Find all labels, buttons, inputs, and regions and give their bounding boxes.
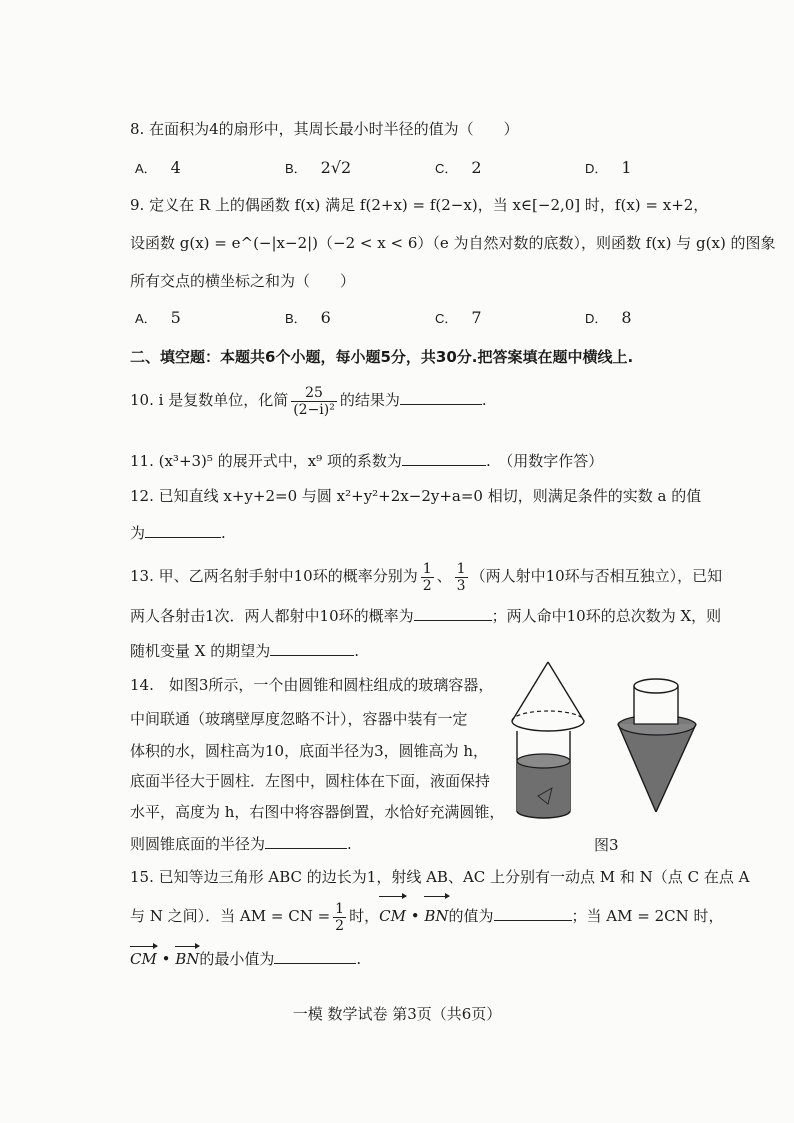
q12-line1: 12. 已知直线 x+y+2=0 与圆 x²+y²+2x−2y+a=0 相切，则满足条件的实数 a 的值: [130, 487, 702, 505]
q12-line2: 为 .: [130, 524, 226, 542]
q14-line6: 则圆锥底面的半径为 .: [130, 835, 352, 853]
q14-line4: 底面半径大于圆柱．左图中，圆柱体在下面，液面保持: [130, 772, 491, 790]
q9-option-a: A． 5: [135, 308, 181, 327]
q13-line3: 随机变量 X 的期望为 .: [130, 642, 359, 660]
q9-option-c: C． 7: [435, 308, 482, 327]
q9-option-b: B． 6: [285, 308, 331, 327]
q12-answer-blank: [145, 523, 221, 538]
figure-label: 图3: [594, 836, 619, 854]
q8-option-a: A． 4: [135, 158, 181, 177]
q15-line3: CM • BN的最小值为 .: [130, 950, 362, 968]
q15-line1: 15. 已知等边三角形 ABC 的边长为1，射线 AB、AC 上分别有一动点 M 和 N（点 C 在点 A: [130, 868, 750, 886]
section-heading: 二、填空题：本题共6个小题，每小题5分，共30分.把答案填在题中横线上.: [130, 348, 634, 366]
q11-answer-blank: [402, 451, 486, 466]
q14-line3: 体积的水，圆柱高为10，底面半径为3，圆锥高为 h，: [130, 742, 489, 760]
figure-left-container: [500, 656, 600, 826]
q15-fraction: $\frac{1}{2}$: [335, 900, 345, 934]
q15-answer-blank-2: [274, 949, 356, 964]
vector-bn: BN: [424, 898, 448, 934]
q9-line2: 设函数 g(x) = e^(−|x−2|)（−2 < x < 6）（e 为自然对数的底数），则函数 f(x) 与 g(x) 的图象: [130, 234, 776, 252]
q14-line2: 中间联通（玻璃壁厚度忽略不计），容器中装有一定: [130, 710, 468, 728]
q8-option-c: C． 2: [435, 158, 482, 177]
q14-answer-blank: [265, 834, 347, 849]
q10: 10. i 是复数单位，化简 $\frac{25}{\text{(2−i)²}}$ 的结果为 .: [130, 384, 487, 418]
q14-line1: 14. 如图3所示，一个由圆锥和圆柱组成的玻璃容器，: [130, 676, 494, 694]
q15-answer-blank-1: [494, 906, 572, 921]
q10-answer-blank: [400, 390, 482, 405]
q13-line2: 两人各射击1次．两人都射中10环的概率为 ；两人命中10环的总次数为 X，则: [130, 607, 722, 625]
q8-stem: 8. 在面积为4的扇形中，其周长最小时半径的值为（ ）: [130, 120, 519, 138]
q10-fraction: $\frac{25}{\text{(2−i)²}}$: [293, 384, 335, 418]
q13-answer-blank-1: [414, 606, 492, 621]
q15-line2: 与 N 之间）．当 AM = CN = $\frac{1}{2}$ 时，CM • BN的值为 ；当 AM = 2CN 时，: [130, 898, 724, 934]
q14-line5: 水平，高度为 h，右图中将容器倒置，水恰好充满圆锥，: [130, 803, 505, 821]
page-footer: 一模 数学试卷 第3页（共6页）: [292, 1005, 502, 1023]
q9-option-d: D． 8: [585, 308, 632, 327]
q13-answer-blank-2: [270, 641, 354, 656]
q8-option-d: D． 1: [585, 158, 632, 177]
q13-fraction-1: $\frac{1}{2}$: [422, 560, 432, 594]
q11: 11. (x³+3)⁵ 的展开式中，x⁹ 项的系数为 . （用数字作答）: [130, 452, 604, 470]
vector-cm: CM: [379, 898, 406, 934]
q9-line1: 9. 定义在 R 上的偶函数 f(x) 满足 f(2+x) = f(2−x)，当 x∈[−2,0] 时，f(x) = x+2，: [130, 196, 709, 214]
q8-option-b: B． 2√2: [285, 158, 352, 177]
vector-bn-2: BN: [175, 950, 200, 968]
vector-cm-2: CM: [130, 950, 157, 968]
figure-right-container: [608, 672, 708, 817]
q13-line1: 13. 甲、乙两名射手射中10环的概率分别为 $\frac{1}{2}$ 、 $\frac{1}{3}$ （两人射中10环与否相互独立），已知: [130, 560, 723, 594]
q13-fraction-2: $\frac{1}{3}$: [456, 560, 466, 594]
q9-line3: 所有交点的横坐标之和为（ ）: [130, 272, 356, 290]
